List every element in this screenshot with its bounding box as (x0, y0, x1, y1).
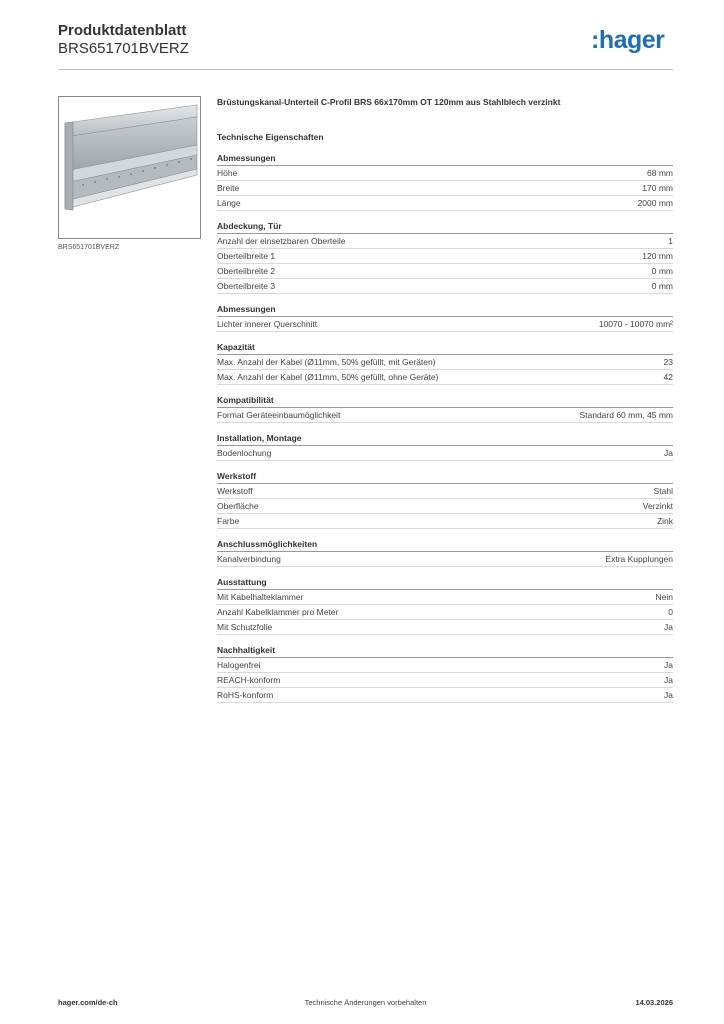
section-heading: Kapazität (217, 341, 673, 355)
spec-label: Oberteilbreite 2 (217, 266, 276, 276)
spec-label: Lichter innerer Querschnitt (217, 319, 318, 329)
spec-row (217, 234, 673, 249)
footer-notice: Technische Änderungen vorbehalten (304, 998, 427, 1007)
spec-label: Anzahl der einsetzbaren Oberteile (217, 236, 346, 246)
spec-row (217, 688, 673, 703)
hager-logo: :hager (591, 26, 665, 54)
spec-label: Höhe (217, 168, 238, 178)
spec-value: Stahl (653, 486, 673, 496)
spec-label: Max. Anzahl der Kabel (Ø11mm, 50% gefüllt, mit Geräten) (217, 357, 436, 367)
logo-text: hager (598, 26, 665, 54)
section-heading: Abdeckung, Tür (217, 220, 673, 234)
spec-value: Standard 60 mm, 45 mm (579, 410, 673, 420)
spec-row (217, 264, 673, 279)
spec-value: 2000 mm (637, 198, 673, 208)
spec-label: Mit Schutzfolie (217, 622, 273, 632)
spec-row (217, 673, 673, 688)
spec-section (217, 470, 673, 529)
spec-section (217, 220, 673, 294)
spec-value: 0 mm (651, 281, 673, 291)
spec-value: Extra Kupplungen (605, 554, 673, 564)
spec-row (217, 484, 673, 499)
spec-section (217, 644, 673, 703)
spec-row (217, 620, 673, 635)
spec-value: 0 (668, 607, 673, 617)
spec-label: Kanalverbindung (217, 554, 281, 564)
spec-value: 120 mm (642, 251, 673, 261)
spec-label: Max. Anzahl der Kabel (Ø11mm, 50% gefüllt, ohne Geräte) (217, 372, 439, 382)
section-heading: Abmessungen (217, 152, 673, 166)
footer-date: 14.03.2026 (635, 998, 673, 1007)
spec-value: Verzinkt (642, 501, 673, 511)
section-heading: Nachhaltigkeit (217, 644, 673, 658)
spec-sections (217, 152, 673, 703)
spec-value: 170 mm (642, 183, 673, 193)
spec-section (217, 432, 673, 461)
spec-value: Ja (664, 448, 673, 458)
spec-row (217, 196, 673, 211)
spec-label: Anzahl Kabelklammer pro Meter (217, 607, 339, 617)
spec-value: 42 (663, 372, 673, 382)
spec-row (217, 590, 673, 605)
spec-row (217, 605, 673, 620)
section-heading: Anschlussmöglichkeiten (217, 538, 673, 552)
spec-value: Zink (656, 516, 673, 526)
spec-label: Werkstoff (217, 486, 253, 496)
spec-label: Mit Kabelhalteklammer (217, 592, 304, 602)
spec-value: 68 mm (647, 168, 673, 178)
spec-value: Ja (664, 690, 673, 700)
spec-section (217, 152, 673, 211)
section-heading: Kompatibilität (217, 394, 673, 408)
spec-value: 0 mm (651, 266, 673, 276)
product-title: Brüstungskanal-Unterteil C-Profil BRS 66x170mm OT 120mm aus Stahlblech verzinkt (217, 97, 561, 107)
spec-section (217, 394, 673, 423)
spec-row (217, 279, 673, 294)
spec-row (217, 370, 673, 385)
spec-row (217, 317, 673, 332)
section-heading: Ausstattung (217, 576, 673, 590)
spec-row (217, 446, 673, 461)
spec-row (217, 514, 673, 529)
image-caption: BRS651701BVERZ (58, 244, 120, 251)
spec-section (217, 303, 673, 332)
spec-label: Breite (217, 183, 240, 193)
header-divider (58, 69, 673, 70)
spec-section (217, 538, 673, 567)
section-heading: Installation, Montage (217, 432, 673, 446)
spec-label: Farbe (217, 516, 240, 526)
spec-value: 1 (668, 236, 673, 246)
spec-label: Halogenfrei (217, 660, 261, 670)
product-image (58, 96, 201, 239)
section-heading: Abmessungen (217, 303, 673, 317)
spec-value: Nein (655, 592, 673, 602)
document-title: Produktdatenblatt (58, 22, 187, 39)
spec-label: Oberfläche (217, 501, 259, 511)
spec-row (217, 181, 673, 196)
section-heading: Werkstoff (217, 470, 673, 484)
spec-value: 10070 - 10070 mm² (598, 319, 673, 329)
spec-label: Format Geräteeinbaumöglichkeit (217, 410, 341, 420)
spec-label: Oberteilbreite 1 (217, 251, 276, 261)
spec-section (217, 341, 673, 385)
spec-value: Ja (664, 622, 673, 632)
spec-row (217, 658, 673, 673)
spec-value: Ja (664, 660, 673, 670)
spec-row (217, 408, 673, 423)
spec-value: 23 (663, 357, 673, 367)
article-number: BRS651701BVERZ (58, 40, 189, 57)
product-content (217, 96, 673, 712)
spec-label: REACH-konform (217, 675, 281, 685)
spec-row (217, 355, 673, 370)
footer-website[interactable]: hager.com/de-ch (58, 998, 118, 1007)
spec-label: Länge (217, 198, 241, 208)
spec-row (217, 552, 673, 567)
spec-section (217, 576, 673, 635)
spec-row (217, 166, 673, 181)
spec-label: Bodenlochung (217, 448, 272, 458)
spec-label: RoHS-konform (217, 690, 274, 700)
spec-value: Ja (664, 675, 673, 685)
spec-row (217, 499, 673, 514)
spec-row (217, 249, 673, 264)
document-header (58, 22, 189, 57)
spec-label: Oberteilbreite 3 (217, 281, 276, 291)
technical-properties-title: Technische Eigenschaften (217, 132, 324, 142)
